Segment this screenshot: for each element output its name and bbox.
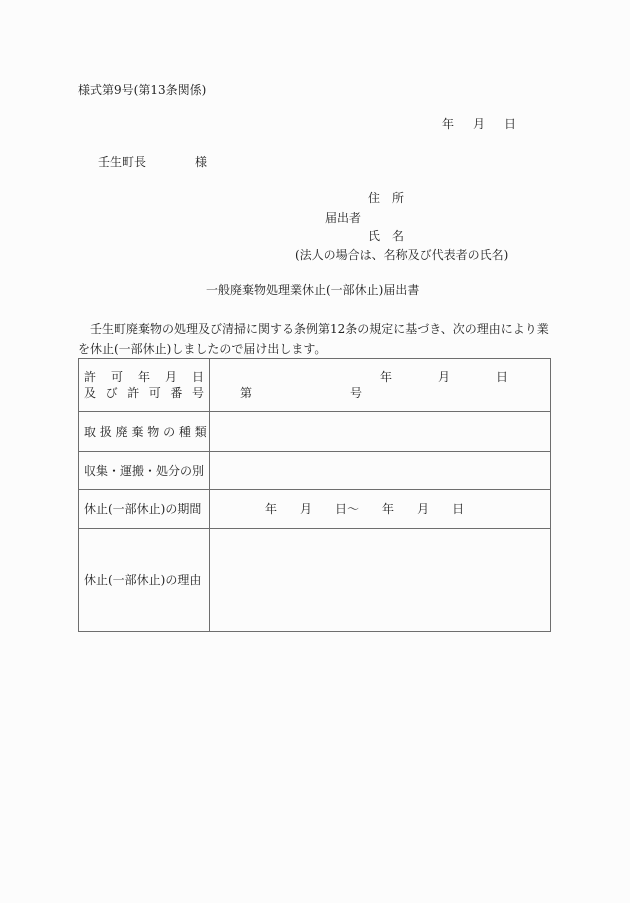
period-start-day-tilde: 日～ [335, 502, 360, 516]
date-line [442, 117, 516, 131]
permit-date-line [210, 369, 550, 385]
declarant-name-label: 氏 名 [368, 229, 405, 243]
form-number: 様式第9号(第13条関係) [78, 83, 207, 97]
permit-number-prefix: 第 [240, 386, 253, 400]
form-table [78, 358, 551, 632]
permit-label-line2: 及 び 許 可 番 号 [84, 386, 204, 400]
permit-value-cell [210, 359, 550, 412]
category-label-cell: 収集・運搬・処分の別 [79, 452, 210, 490]
period-end-month-label: 月 [417, 502, 430, 516]
reason-value-cell [210, 529, 550, 631]
period-start-month-label: 月 [300, 502, 313, 516]
period-date-range-line [210, 501, 550, 517]
period-label-cell: 休止(一部休止)の期間 [79, 490, 210, 529]
addressee-name: 壬生町長 [98, 155, 147, 169]
permit-number-line [210, 385, 550, 401]
addressee-line [98, 155, 207, 169]
waste-type-label-cell: 取 扱 廃 棄 物 の 種 類 [79, 412, 210, 452]
permit-label-line1: 許 可 年 月 日 [84, 370, 204, 384]
period-end-year-label: 年 [382, 502, 395, 516]
declarant-address-label: 住 所 [368, 191, 405, 205]
declarant-label: 届出者 [325, 211, 362, 225]
waste-type-value-cell [210, 412, 550, 452]
year-label: 年 [442, 117, 455, 131]
permit-day-label: 日 [496, 370, 509, 384]
permit-month-label: 月 [438, 370, 451, 384]
period-value-cell [210, 490, 550, 529]
day-label: 日 [504, 117, 517, 131]
period-start-year-label: 年 [265, 502, 278, 516]
document-title: 一般廃棄物処理業休止(一部休止)届出書 [206, 283, 420, 297]
permit-year-label: 年 [380, 370, 393, 384]
permit-number-suffix: 号 [350, 386, 363, 400]
period-end-day-label: 日 [452, 502, 465, 516]
body-line-2: を休止(一部休止)しましたので届け出します。 [78, 342, 327, 356]
permit-label-cell [79, 359, 210, 412]
addressee-honorific: 様 [195, 155, 208, 169]
body-paragraph [78, 319, 560, 359]
month-label: 月 [473, 117, 486, 131]
body-line-1: 壬生町廃棄物の処理及び清掃に関する条例第12条の規定に基づき、次の理由により業 [78, 322, 549, 336]
category-value-cell [210, 452, 550, 490]
reason-label-cell: 休止(一部休止)の理由 [79, 529, 210, 631]
corporate-note: (法人の場合は、名称及び代表者の氏名) [295, 248, 509, 262]
